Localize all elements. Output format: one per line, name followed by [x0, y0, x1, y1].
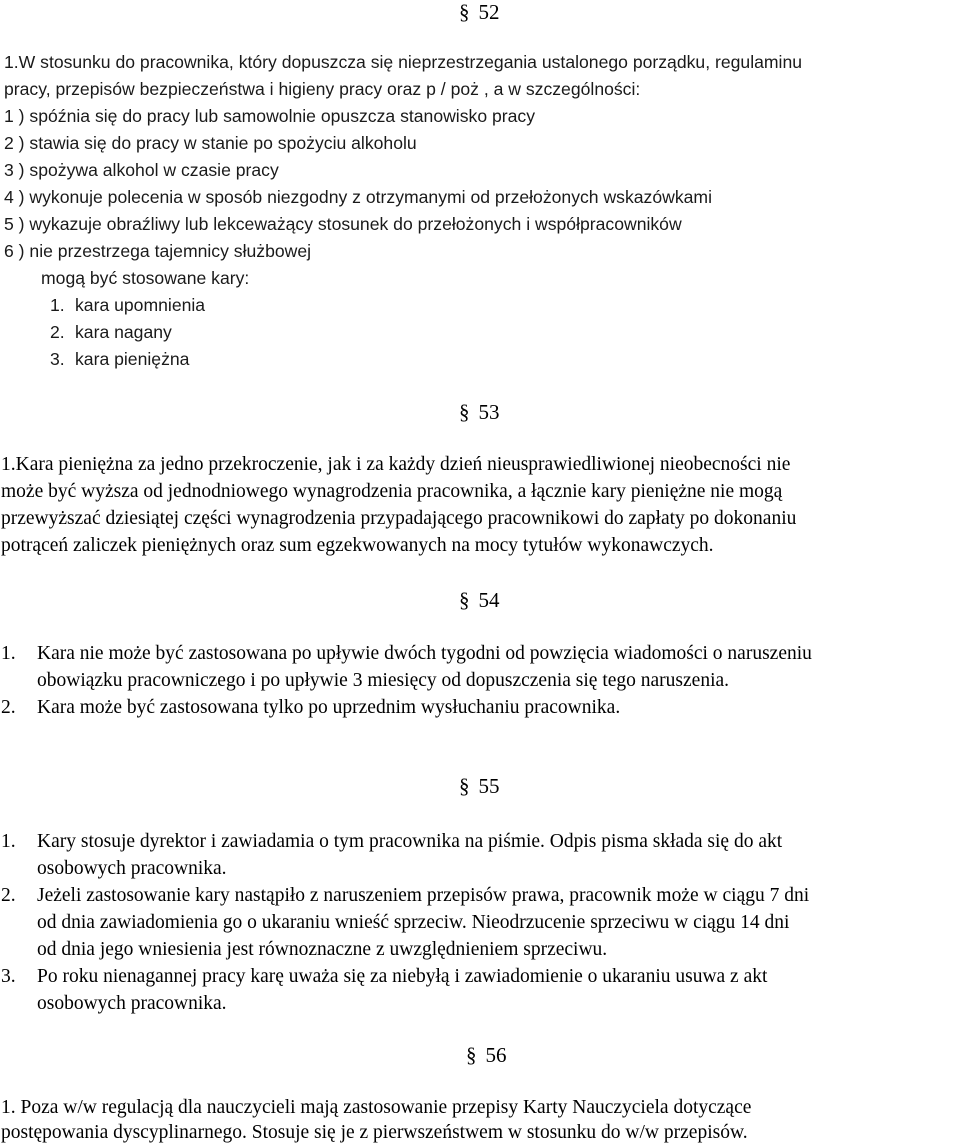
item-text-line: Po roku nienagannej pracy karę uważa się za niebyłą i zawiadomienie o ukaraniu usuwa z akt [37, 966, 768, 987]
item-text-line: Kara nie może być zastosowana po upływie dwóch tygodni od powzięcia wiadomości o naruszeniu [37, 643, 812, 664]
penalty-number: 2. [50, 322, 65, 342]
text-line: przewyższać dziesiątej części wynagrodzenia przypadającego pracownikowi do zapłaty po dokonaniu [1, 508, 797, 529]
section-symbol: § [459, 0, 470, 24]
item-text-line: obowiązku pracowniczego i po upływie 3 miesięcy od dopuszczenia się tego naruszenia. [37, 670, 730, 691]
item-text-line: Jeżeli zastosowanie kary nastąpiło z naruszeniem przepisów prawa, pracownik może w ciągu 7 dni [37, 885, 810, 906]
item-text-line: Kara może być zastosowana tylko po uprzednim wysłuchaniu pracownika. [37, 697, 621, 718]
text-line: pracy, przepisów bezpieczeństwa i higieny pracy oraz p / poż , a w szczególności: [4, 79, 641, 99]
section-number: 55 [478, 774, 500, 798]
numbered-item [1, 828, 956, 882]
penalty-text: kara pieniężna [75, 349, 190, 369]
numbered-item [1, 963, 956, 1017]
text-line: postępowania dyscyplinarnego. Stosuje się je z pierwszeństwem w stosunku do w/w przepisów. [1, 1122, 748, 1143]
text-line: może być wyższa od jednodniowego wynagrodzenia pracownika, a łącznie kary pieniężne nie mogą [1, 481, 783, 502]
numbered-item [1, 640, 956, 694]
section-heading [466, 1043, 507, 1067]
section-heading [459, 400, 500, 424]
text-line: potrąceń zaliczek pieniężnych oraz sum egzekwowanych na mocy tytułów wykonawczych. [1, 535, 714, 556]
item-number: 1. [1, 643, 16, 664]
text-line: 1.W stosunku do pracownika, który dopuszcza się nieprzestrzegania ustalonego porządku, regulaminu [4, 52, 803, 72]
text-line: 3 ) spożywa alkohol w czasie pracy [4, 160, 279, 180]
section-heading [459, 588, 500, 612]
numbered-item [1, 882, 956, 963]
text-line: 5 ) wykazuje obraźliwy lub lekceważący stosunek do przełożonych i współpracowników [4, 214, 682, 234]
item-text-line: osobowych pracownika. [37, 858, 227, 879]
section-body [1, 640, 956, 730]
section-number: 54 [478, 588, 500, 612]
numbered-item [1, 694, 956, 721]
penalty-number: 3. [50, 349, 65, 369]
section-symbol: § [459, 588, 470, 612]
section-body [1, 451, 956, 561]
penalty-text: kara nagany [75, 322, 172, 342]
section-symbol: § [459, 400, 470, 424]
item-text-line: od dnia jego wniesienia jest równoznaczne z uwzględnieniem sprzeciwu. [37, 939, 608, 960]
section-heading [459, 0, 500, 24]
text-line: 4 ) wykonuje polecenia w sposób niezgodny z otrzymanymi od przełożonych wskazówkami [4, 187, 712, 207]
section-symbol: § [466, 1043, 477, 1067]
text-line: 6 ) nie przestrzega tajemnicy służbowej [4, 241, 312, 261]
item-number: 3. [1, 966, 16, 987]
penalty-item [50, 346, 450, 373]
text-line: mogą być stosowane kary: [41, 268, 250, 288]
penalty-item [50, 292, 450, 319]
section-number: 52 [478, 0, 500, 24]
section-body [4, 49, 954, 379]
item-text-line: osobowych pracownika. [37, 993, 227, 1014]
item-text-line: Kary stosuje dyrektor i zawiadamia o tym pracownika na piśmie. Odpis pisma składa się do akt [37, 831, 783, 852]
section-symbol: § [459, 774, 470, 798]
section-number: 56 [485, 1043, 507, 1067]
text-line: 2 ) stawia się do pracy w stanie po spożyciu alkoholu [4, 133, 417, 153]
item-text-line: od dnia zawiadomienia go o ukaraniu wnieść sprzeciw. Nieodrzucenie sprzeciwu w ciągu 14 dni [37, 912, 790, 933]
text-line: 1.Kara pieniężna za jedno przekroczenie, jak i za każdy dzień nieusprawiedliwionej nieobecności nie [1, 454, 791, 475]
section-heading [459, 774, 500, 798]
item-number: 1. [1, 831, 16, 852]
section-body [1, 1094, 956, 1148]
item-number: 2. [1, 697, 16, 718]
text-line: 1. Poza w/w regulacją dla nauczycieli mają zastosowanie przepisy Karty Nauczyciela dotyczące [1, 1097, 752, 1118]
penalty-item [50, 319, 450, 346]
item-number: 2. [1, 885, 16, 906]
section-number: 53 [478, 400, 500, 424]
penalty-number: 1. [50, 295, 65, 315]
text-line: 1 ) spóźnia się do pracy lub samowolnie opuszcza stanowisko pracy [4, 106, 536, 126]
penalty-text: kara upomnienia [75, 295, 206, 315]
section-body [1, 828, 956, 1028]
